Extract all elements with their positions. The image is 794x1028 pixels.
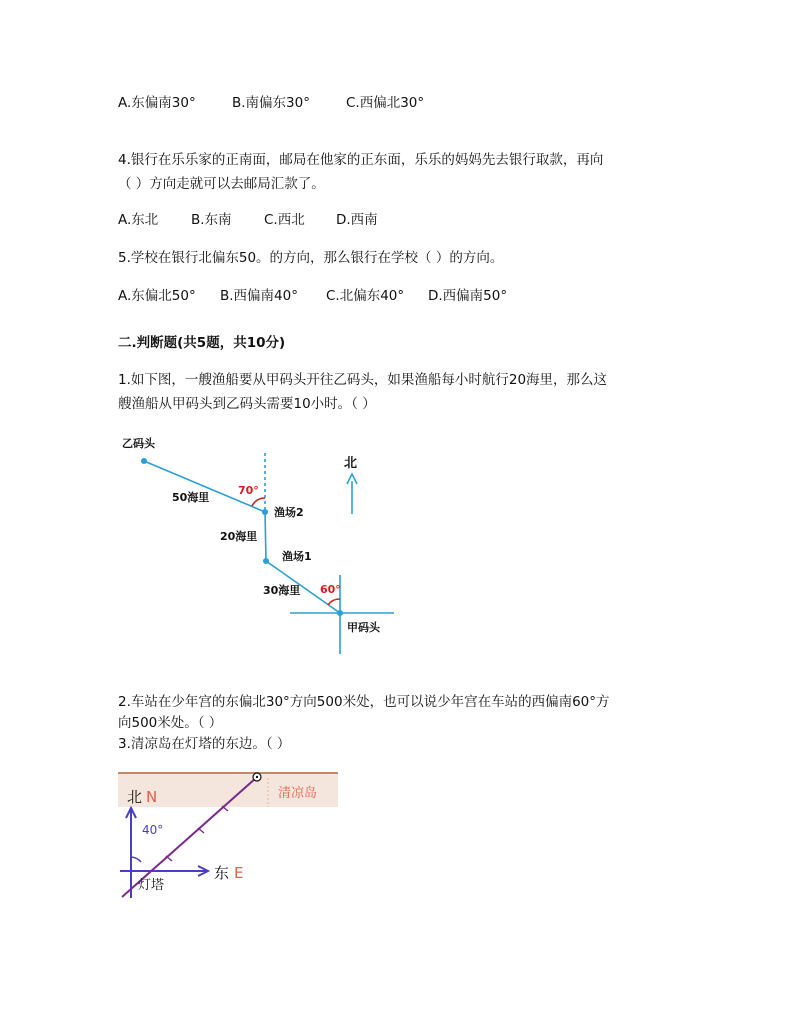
q4-option-b: B.东南	[191, 212, 232, 228]
q4-option-d: D.西南	[336, 212, 378, 228]
q4-option-c: C.西北	[264, 212, 305, 228]
q4-option-a: A.东北	[118, 212, 159, 228]
label-jia: 甲码头	[347, 621, 380, 634]
route-diagram	[110, 428, 410, 660]
label-angle-70: 70°	[238, 484, 259, 497]
label-angle-60: 60°	[320, 583, 341, 596]
tick-mark-2	[198, 828, 204, 833]
label-north-en: N	[146, 788, 158, 806]
q5-line1: 5.学校在银行北偏东50。的方向，那么银行在学校（ ）的方向。	[118, 250, 504, 266]
label-north: 北	[344, 456, 358, 471]
label-yuchang2: 渔场2	[274, 506, 304, 519]
label-dist-50: 50海里	[172, 491, 210, 504]
j2-line1: 2.车站在少年宫的东偏北30°方向500米处，也可以说少年宫在车站的西偏南60°方	[118, 694, 610, 710]
label-angle-40: 40°	[142, 823, 164, 837]
j2-line2: 向500米处。（ ）	[118, 715, 223, 731]
q3-option-b: B.南偏东30°	[232, 95, 310, 111]
label-yi: 乙码头	[122, 437, 155, 450]
q5-option-b: B.西偏南40°	[220, 288, 298, 304]
section2-heading: 二.判断题(共5题，共10分)	[118, 335, 286, 351]
label-east-en: E	[234, 864, 244, 882]
label-north-cn: 北	[127, 788, 143, 806]
j1-line2: 艘渔船从甲码头到乙码头需要10小时。（ ）	[118, 396, 376, 412]
angle-70-arc	[252, 498, 265, 506]
label-dist-20: 20海里	[220, 530, 258, 543]
point-yi	[141, 458, 147, 464]
q4-line2: （ ）方向走就可以去邮局汇款了。	[118, 176, 325, 192]
label-island: 清凉岛	[278, 786, 318, 801]
point-yuchang1	[263, 558, 269, 564]
label-dist-30: 30海里	[263, 584, 301, 597]
tick-mark-1	[166, 856, 172, 861]
q3-option-a: A.东偏南30°	[118, 95, 196, 111]
label-lighthouse: 灯塔	[138, 878, 165, 893]
angle-40-arc	[131, 857, 141, 862]
j1-line1: 1.如下图，一艘渔船要从甲码头开往乙码头，如果渔船每小时航行20海里，那么这	[118, 372, 608, 388]
q3-option-c: C.西偏北30°	[346, 95, 425, 111]
q5-option-a: A.东偏北50°	[118, 288, 196, 304]
j3-line1: 3.清凉岛在灯塔的东边。（ ）	[118, 736, 291, 752]
lighthouse-diagram	[118, 770, 340, 900]
label-east-cn: 东	[214, 864, 230, 882]
island-point-center	[256, 776, 258, 778]
point-yuchang2	[262, 509, 268, 515]
route-yuchang2-to-yuchang1	[265, 512, 266, 561]
q5-option-d: D.西偏南50°	[428, 288, 508, 304]
point-jia	[337, 610, 343, 616]
label-yuchang1: 渔场1	[282, 550, 312, 563]
q4-line1: 4.银行在乐乐家的正南面，邮局在他家的正东面，乐乐的妈妈先去银行取款，再向	[118, 152, 604, 168]
angle-60-arc	[328, 599, 340, 605]
q5-option-c: C.北偏东40°	[326, 288, 405, 304]
